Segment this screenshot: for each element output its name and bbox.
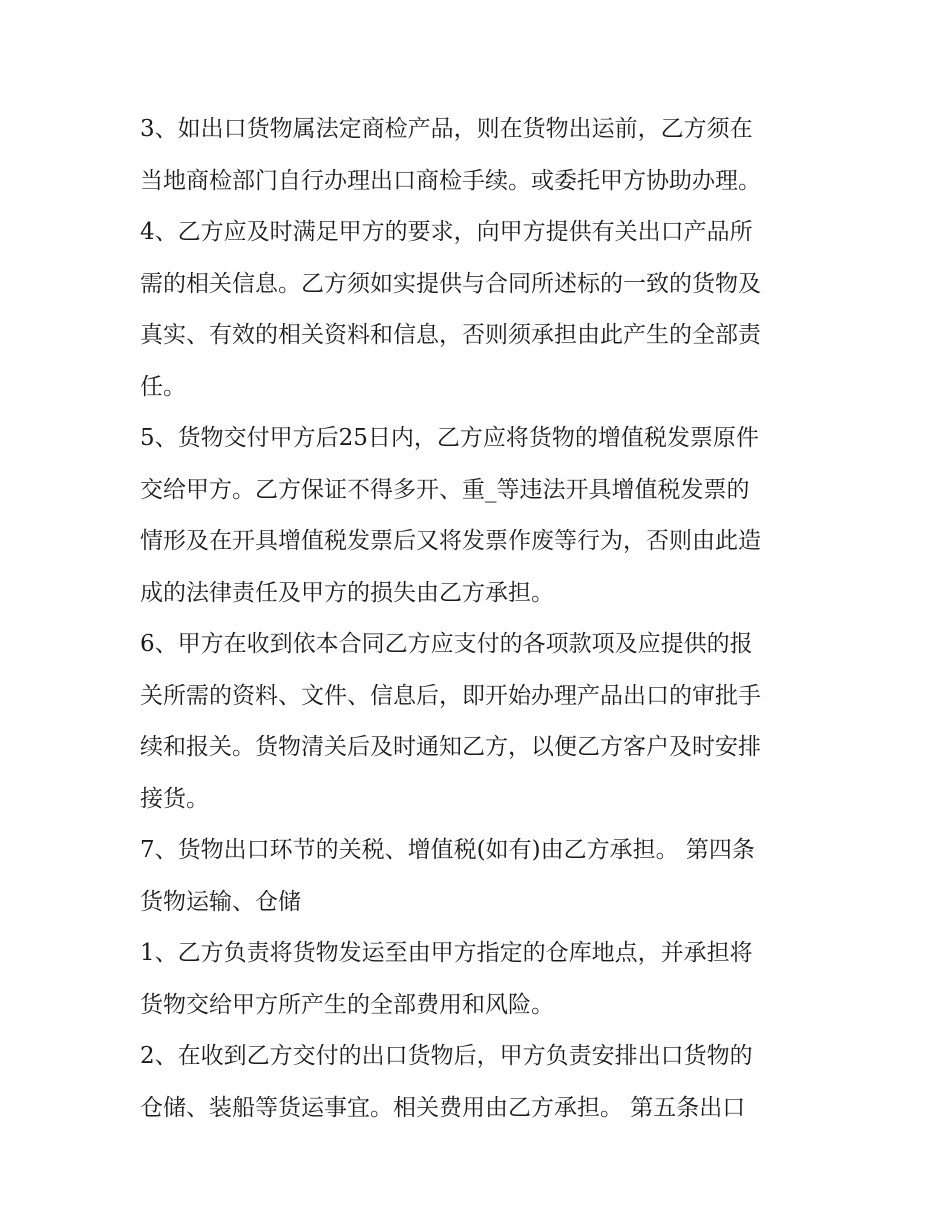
text-line: 1、乙方负责将货物发运至由甲方指定的仓库地点，并承担将 bbox=[140, 940, 753, 966]
document-body bbox=[140, 104, 820, 1134]
text-line: 续和报关。货物清关后及时通知乙方，以便乙方客户及时安排 bbox=[140, 734, 761, 760]
text-line: 货物交给甲方所产生的全部费用和风险。 bbox=[140, 991, 554, 1018]
text-line: 关所需的资料、文件、信息后，即开始办理产品出口的审批手 bbox=[140, 682, 761, 709]
text-line: 任。 bbox=[140, 373, 186, 400]
text-line: 2、在收到乙方交付的出口货物后，甲方负责安排出口货物的 bbox=[140, 1043, 753, 1069]
text-line: 真实、有效的相关资料和信息，否则须承担由此产生的全部责 bbox=[140, 322, 761, 348]
text-line: 4、乙方应及时满足甲方的要求，向甲方提供有关出口产品所 bbox=[140, 219, 753, 245]
text-line: 3、如出口货物属法定商检产品，则在货物出运前，乙方须在 bbox=[140, 116, 753, 142]
text-line: 需的相关信息。乙方须如实提供与合同所述标的一致的货物及 bbox=[140, 270, 761, 297]
text-line: 当地商检部门自行办理出口商检手续。或委托甲方协助办理。 bbox=[140, 167, 761, 194]
text-line: 成的法律责任及甲方的损失由乙方承担。 bbox=[140, 579, 554, 606]
text-line: 交给甲方。乙方保证不得多开、重_等违法开具增值税发票的 bbox=[140, 476, 750, 503]
text-line: 仓储、装船等货运事宜。相关费用由乙方承担。 第五条出口 bbox=[140, 1094, 746, 1121]
text-line: 7、货物出口环节的关税、增值税(如有)由乙方承担。 第四条 bbox=[140, 837, 755, 863]
text-line: 货物运输、仓储 bbox=[140, 888, 301, 915]
text-line: 5、货物交付甲方后25日内，乙方应将货物的增值税发票原件 bbox=[140, 425, 759, 451]
text-line: 6、甲方在收到依本合同乙方应支付的各项款项及应提供的报 bbox=[140, 631, 753, 657]
text-line: 接货。 bbox=[140, 785, 209, 812]
text-line: 情形及在开具增值税发票后又将发票作废等行为，否则由此造 bbox=[140, 528, 761, 554]
